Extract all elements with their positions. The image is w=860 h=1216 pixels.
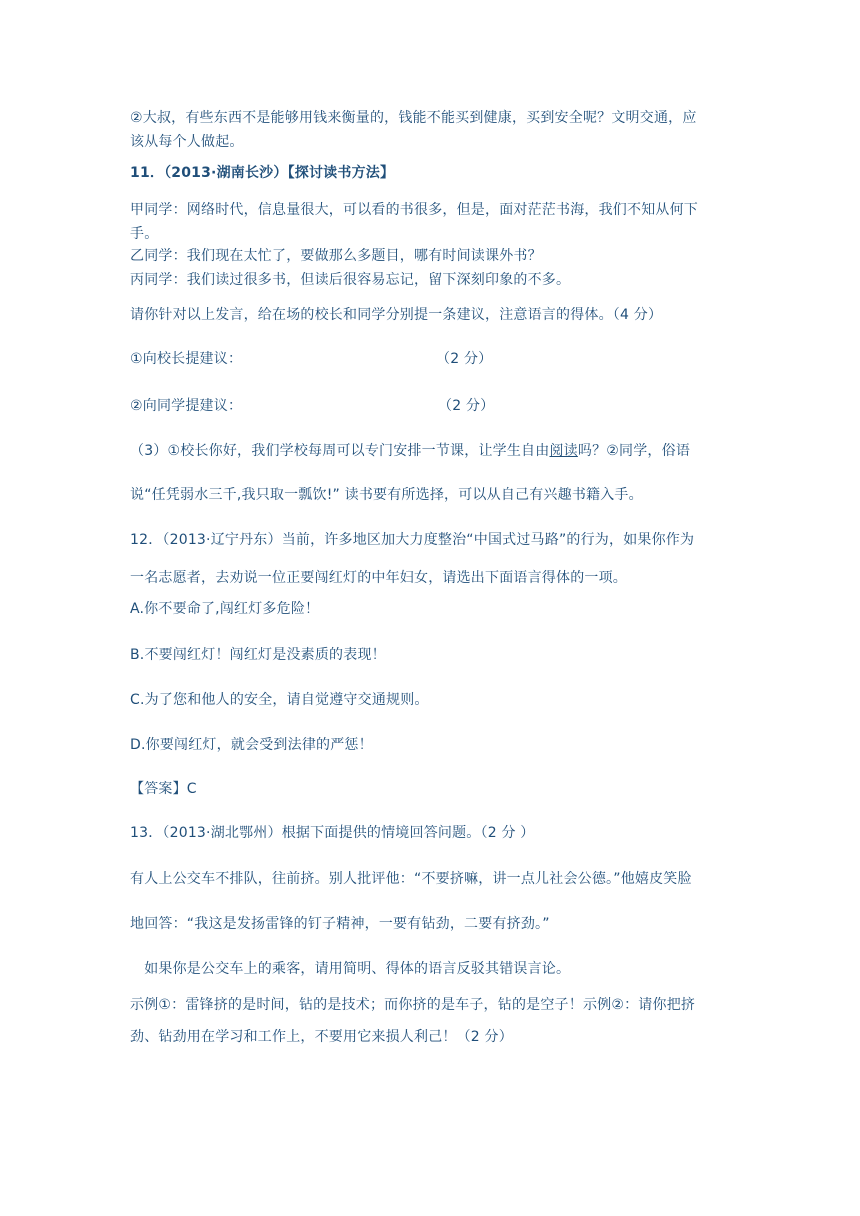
suggestion-classmate-label: ②向同学提建议： [130, 398, 243, 414]
answer-11-text-c: 吗？②同学，俗语 [577, 443, 691, 459]
suggestion-principal-score: （2 分） [436, 351, 493, 367]
question-13-scenario: 有人上公交车不排队，往前挤。别人批评他：“不要挤嘛，讲一点儿社会公德。”他嬉皮笑脸 [130, 871, 692, 887]
answer-13-line-2: 劲、钻劲用在学习和工作上，不要用它来损人利己！（2 分） [130, 1029, 513, 1045]
suggestion-principal-row [130, 349, 493, 369]
option-c: C.为了您和他人的安全，请自觉遵守交通规则。 [130, 692, 429, 708]
answer-11-underlined-word: 阅读 [549, 443, 578, 459]
option-a: A.你不要命了,闯红灯多危险！ [130, 601, 320, 617]
answer-12: 【答案】C [130, 781, 197, 797]
student-a-speech: 甲同学：网络时代，信息量很大，可以看的书很多，但是，面对茫茫书海，我们不知从何下 [130, 202, 698, 218]
suggestion-classmate-row [130, 396, 495, 416]
option-d: D.你要闯红灯，就会受到法律的严惩！ [130, 737, 373, 753]
answer-13-line-1: 示例①：雷锋挤的是时间，钻的是技术；而你挤的是车子，钻的是空子！示例②：请你把挤 [130, 997, 696, 1013]
suggestion-classmate-score: （2 分） [438, 398, 495, 414]
answer-line-2: 该从每个人做起。 [130, 134, 244, 150]
answer-11-text-a: （3）①校长你好，我们学校每周可以专门安排一节课，让学生自由 [130, 443, 550, 459]
answer-line-1: ②大叔，有些东西不是能够用钱来衡量的，钱能不能买到健康，买到安全呢？文明交通，应 [130, 110, 697, 126]
student-a-speech-cont: 手。 [130, 226, 159, 242]
question-13-prompt: 如果你是公交车上的乘客，请用简明、得体的语言反驳其错误言论。 [130, 961, 571, 977]
answer-11-line-1 [130, 441, 690, 461]
question-12-heading-cont: 一名志愿者，去劝说一位正要闯红灯的中年妇女，请选出下面语言得体的一项。 [130, 570, 627, 586]
student-b-speech: 乙同学：我们现在太忙了，要做那么多题目，哪有时间读课外书？ [130, 248, 542, 264]
question-11-heading: 11．（2013·湖南长沙）【探讨读书方法】 [130, 165, 395, 181]
option-b: B.不要闯红灯！闯红灯是没素质的表现！ [130, 647, 386, 663]
student-c-speech: 丙同学：我们读过很多书，但读后很容易忘记，留下深刻印象的不多。 [130, 272, 571, 288]
question-13-heading: 13．（2013·湖北鄂州）根据下面提供的情境回答问题。（2 分 ） [130, 825, 535, 841]
question-12-heading: 12．（2013·辽宁丹东）当前，许多地区加大力度整治“中国式过马路”的行为，如果你作为 [130, 532, 695, 548]
suggestion-principal-label: ①向校长提建议： [130, 351, 243, 367]
answer-11-line-2: 说“任凭弱水三千,我只取一瓢饮!” 读书要有所选择，可以从自己有兴趣书籍入手。 [130, 487, 643, 503]
question-11-prompt: 请你针对以上发言，给在场的校长和同学分别提一条建议，注意语言的得体。（4 分） [130, 307, 663, 323]
question-13-scenario-cont: 地回答：“我这是发扬雷锋的钉子精神，一要有钻劲，二要有挤劲。” [130, 916, 550, 932]
